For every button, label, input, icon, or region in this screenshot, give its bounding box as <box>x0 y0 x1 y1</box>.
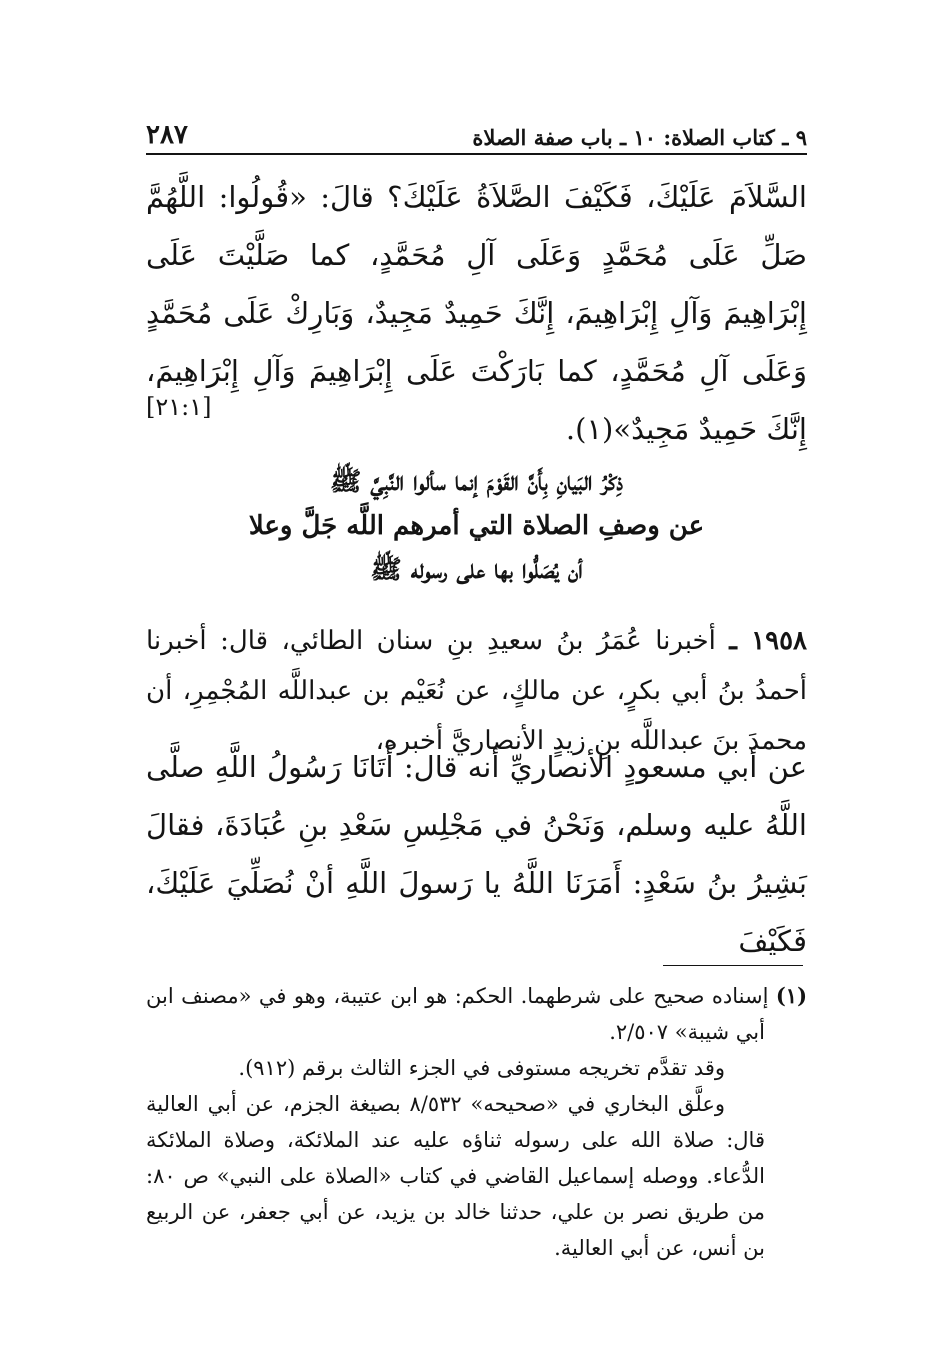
hadith-continuation-text: السَّلاَمَ عَلَيْكَ، فَكَيْفَ الصَّلاَةُ عَلَيْكَ؟ قالَ: «قُولُوا: اللَّهُمَّ صَلِّ عَلَى مُحَمَّدٍ وَعَلَى آلِ مُحَمَّدٍ، كما صَلَّيْتَ عَلَى إِبْرَاهِيمَ وَآلِ إِبْرَاهِيمَ، إِنَّكَ حَمِيدٌ مَجِيدٌ، وَبَارِكْ عَلَى مُحَمَّدٍ وَعَلَى آلِ مُحَمَّدٍ، كما بَارَكْتَ عَلَى إِبْرَاهِيمَ وَآلِ إِبْرَاهِيمَ، إِنَّكَ حَمِيدٌ مَجِيدٌ»(١). <box>146 180 807 446</box>
heading-line-3: أن يُصَلُّوا بها على رسوله ﷺ <box>370 555 583 585</box>
footnote-1-paragraph-2: وقد تقدَّم تخريجه مستوفى في الجزء الثالث برقم (٩١٢). <box>238 1056 725 1080</box>
heading-line-2: عن وصفِ الصلاة التي أمرهم اللَّه جَلَّ وعلا <box>248 511 705 541</box>
footnotes <box>146 978 807 1266</box>
section-heading <box>146 460 807 592</box>
isnad-text: أخبرنا عُمَرُ بنُ سعيدِ بنِ سنان الطائي، قال: أخبرنا أحمدُ بنُ أبي بكرٍ، عن مالكٍ، عن نُعَيْم بن عبداللَّه المُجْمِرِ، أن محمدَ بنَ عبداللَّه بنِ زيدٍ الأنصاريَّ أخبره، <box>146 626 807 756</box>
footnote-1 <box>146 978 807 1050</box>
reference-mark: [٢١:١] <box>146 393 212 421</box>
page-header <box>146 102 807 150</box>
footnote-1-text: إسناده صحيح على شرطهما. الحكم: هو ابن عتيبة، وهو في «مصنف ابن أبي شيبة» ٢/٥٠٧. <box>146 984 769 1044</box>
heading-line-1: ذِكْرُ البَيانِ بِأَنَّ القَوْمَ إنما سألوا النَّبِيَّ ﷺ <box>329 467 624 497</box>
hadith-number: ١٩٥٨ ـ <box>729 626 807 656</box>
running-head: ٩ ـ كتاب الصلاة: ١٠ ـ باب صفة الصلاة <box>472 125 807 150</box>
page-number: ٢٨٧ <box>146 120 188 150</box>
footnote-rule <box>663 965 803 966</box>
footnote-1-paragraph-3: وعلَّق البخاري في «صحيحه» ٨/٥٣٢ بصيغة الجزم، عن أبي العالية قال: صلاة الله على رسوله ثناؤه عليه عند الملائكة، وصلاة الملائكة الدُّعاء. ووصله إسماعيل القاضي في كتاب «الصلاة على النبي» ص ٨٠: من طريق نصر بن علي، حدثنا خالد بن يزيد، عن أبي جعفر، عن الربيع بن أنس، عن أبي العالية. <box>146 1092 765 1260</box>
footnote-number: (١) <box>775 983 807 1008</box>
matn-paragraph: عن أبي مسعودٍ الأنصاريِّ أنه قال: أَتَانَا رَسُولُ اللَّهِ صلَّى اللَّهُ عليه وسلم، وَنَحْنُ في مَجْلِسِ سَعْدِ بنِ عُبَادَةَ، فقالَ بَشِيرُ بنُ سَعْدٍ: أَمَرَنَا اللَّهُ يا رَسولَ اللَّهِ أنْ نُصَلِّيَ عَلَيْكَ، فَكَيْفَ <box>146 750 807 958</box>
header-rule <box>146 153 807 155</box>
